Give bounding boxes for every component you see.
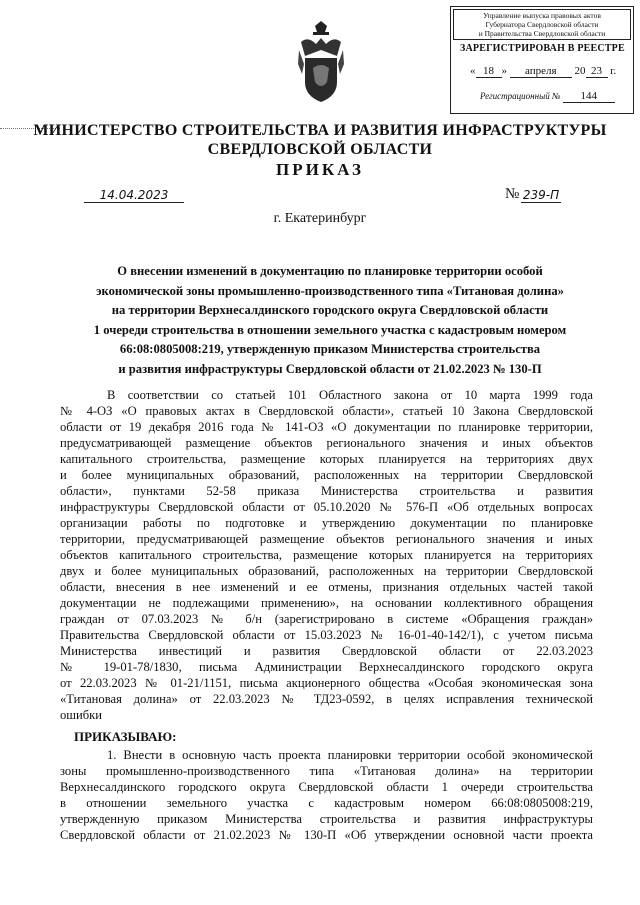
- body-line: В соответствии со статьей 101 Областного закона от 10 марта 1999 года: [107, 388, 593, 402]
- stamp-month: апреля: [510, 65, 572, 78]
- body-line: инфраструктуры Свердловской области от 05.10.2020 № 576-П «Об отдельных вопросах: [60, 500, 593, 514]
- body-line: ошибки: [60, 708, 102, 722]
- order-keyword: ПРИКАЗЫВАЮ:: [74, 729, 177, 744]
- title-line: на территории Верхнесалдинского городского округа Свердловской области: [111, 303, 549, 318]
- ministry-line: СВЕРДЛОВСКОЙ ОБЛАСТИ: [207, 141, 433, 158]
- body-line: области», пунктами 52-58 приказа Министерства строительства и развития: [60, 484, 593, 498]
- stamp-year-label: г.: [610, 65, 617, 77]
- handwritten-date: 14.04.2023: [84, 188, 184, 203]
- body-line: № 19-01-78/1830, письма Администрации Верхнесалдинского городского округа: [60, 660, 593, 674]
- body-line: 1. Внести в основную часть проекта планировки территории особой экономической: [107, 748, 593, 762]
- body-line: предусматривающей размещение объектов регионального значения и иных объектов: [60, 436, 593, 450]
- body-line: организации работы по подготовке и утверждению документации по планировке: [60, 516, 593, 530]
- body-line: зоны промышленно-производственного типа «Титановая долина» на территории: [60, 764, 593, 778]
- body-line: Свердловской области от 21.02.2023 № 130-П «Об утверждении основной части проекта: [60, 828, 593, 842]
- document-title: [60, 262, 600, 380]
- body-line: области от 19 декабря 2016 года № 141-ОЗ «О документации по планировке территории,: [60, 420, 593, 434]
- title-line: 1 очереди строительства в отношении земельного участка с кадастровым номером: [93, 322, 567, 337]
- stamp-reg-label: Регистрационный №: [480, 91, 561, 101]
- body-line: объектов капитального строительства, размещение которых планируется на территориях: [60, 548, 593, 562]
- ministry-line: МИНИСТЕРСТВО СТРОИТЕЛЬСТВА И РАЗВИТИЯ ИНФРАСТРУКТУРЫ: [33, 122, 607, 139]
- body-line: двух и более муниципальных образований, расположенных на территории Свердловской: [60, 564, 593, 578]
- stamp-registered-label: ЗАРЕГИСТРИРОВАН В РЕЕСТРЕ: [460, 43, 625, 54]
- handwritten-number: 239-П: [522, 188, 560, 202]
- body-line: в отношении земельного участка с кадастровым номером 66:08:0805008:219,: [60, 796, 593, 810]
- body-line: капитального строительства, размещение которых планируется на территориях двух: [60, 452, 593, 466]
- body-line: территории, предусматривающей размещение объектов регионального значения и иных: [60, 532, 593, 546]
- body-line: граждан от 07.03.2023 № б/н (зарегистрировано в системе «Обращения граждан»: [60, 612, 593, 626]
- body-line: Правительства Свердловской области от 15.03.2023 № 16-01-40-142/1), с учетом письма: [60, 628, 593, 642]
- order-paragraph: [60, 747, 593, 843]
- body-line: области, внесения в нее изменений и ее отмены, признания отдельных частей такой: [60, 580, 593, 594]
- body-line: от 22.03.2023 № 01-21/1151, письма акционерного общества «Особая экономическая зона: [60, 676, 593, 690]
- title-line: и развития инфраструктуры Свердловской области от 21.02.2023 № 130-П: [118, 361, 542, 376]
- title-line: 66:08:0805008:219, утвержденную приказом Министерства строительства: [119, 342, 541, 357]
- ministry-name: [0, 121, 640, 159]
- stamp-day: 18: [476, 65, 502, 78]
- stamp-header-line: и Правительства Свердловской области: [478, 29, 606, 38]
- stamp-header-line: Губернатора Свердловской области: [485, 20, 599, 29]
- stamp-year: 23: [586, 65, 608, 78]
- body-paragraph: [60, 387, 593, 723]
- body-line: Верхнесалдинского городского округа Свердловской области 1 очереди строительства: [60, 780, 593, 794]
- coat-of-arms-emblem: [296, 20, 346, 104]
- number-label: №: [505, 186, 520, 202]
- title-line: О внесении изменений в документацию по планировке территории особой: [117, 264, 543, 278]
- body-line: утвержденную приказом Министерства строительства и развития инфраструктуры: [60, 812, 593, 826]
- stamp-reg-number: [480, 90, 640, 103]
- body-line: и более муниципальных образований, расположенных на территории Свердловской: [60, 468, 593, 482]
- body-line: № 4-ОЗ «О правовых актах в Свердловской области», статьей 10 Закона Свердловской: [60, 404, 593, 418]
- body-line: «Титановая долина» от 22.03.2023 № ТД23-0592, в целях исправления технической: [60, 692, 593, 706]
- doc-type-title: ПРИКАЗ: [276, 160, 364, 179]
- body-line: Министерства инвестиций и развития Свердловской области от 22.03.2023: [60, 644, 593, 658]
- city: г. Екатеринбург: [273, 211, 367, 226]
- title-line: экономической зоны промышленно-производственного типа «Титановая долина»: [96, 283, 564, 298]
- stamp-header: [453, 9, 631, 40]
- stamp-date-quote: »: [501, 65, 507, 77]
- stamp-header-line: Управление выпуска правовых актов: [483, 11, 601, 20]
- body-line: документации не подлежащими применению», на основании коллективного обращения: [60, 596, 593, 610]
- stamp-year-prefix: 20: [574, 65, 586, 77]
- stamp-reg-value: 144: [563, 90, 615, 103]
- stamp-date: [470, 65, 635, 78]
- stamp-date-quote: «: [470, 65, 476, 77]
